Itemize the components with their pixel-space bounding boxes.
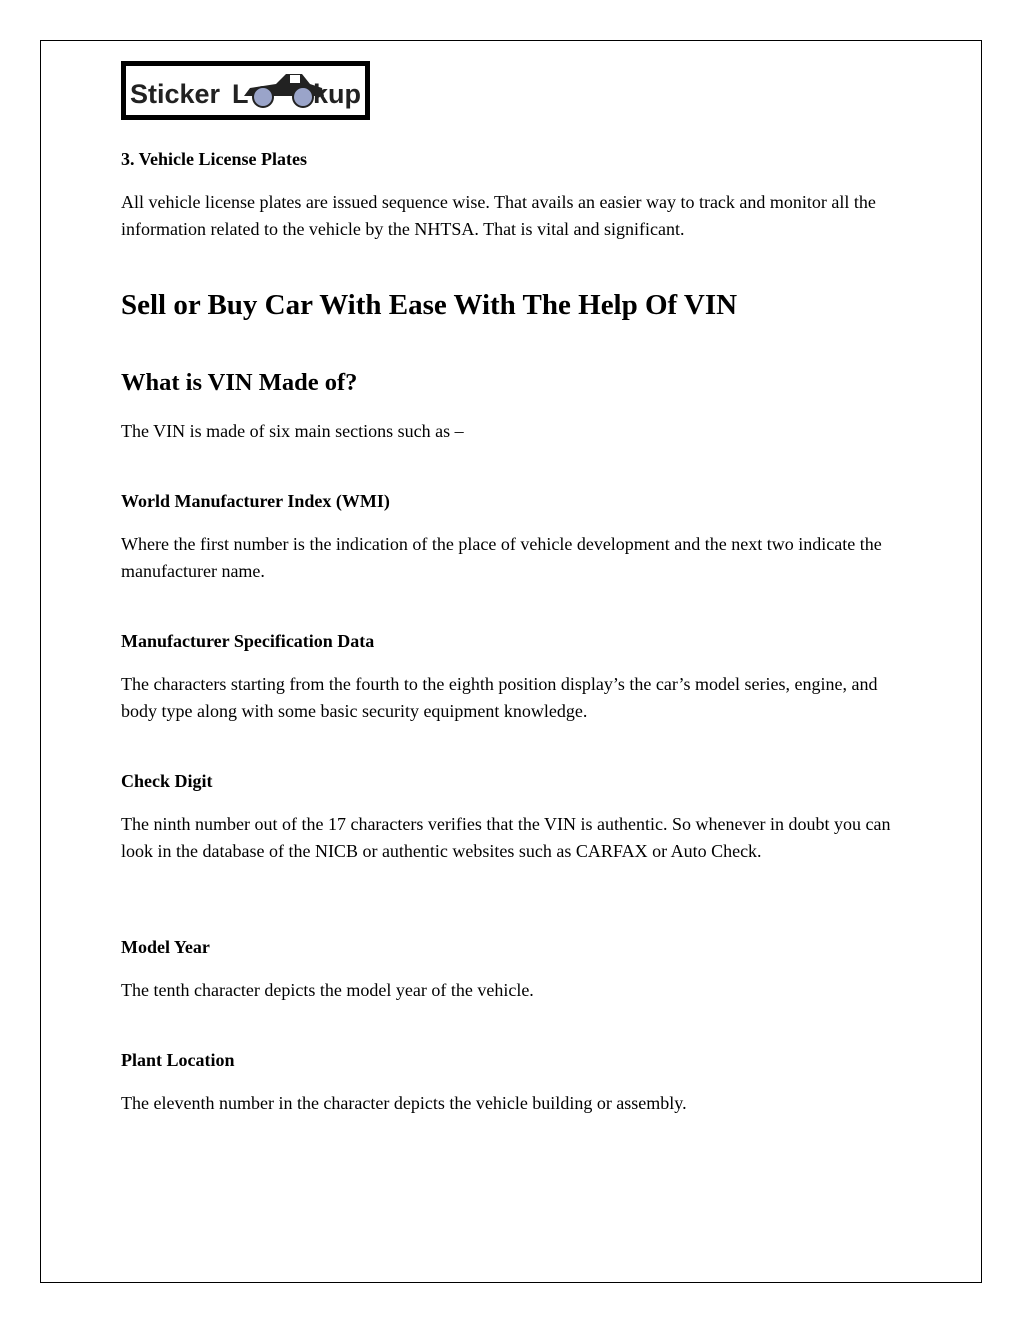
check-text: The ninth number out of the 17 characters verifies that the VIN is authentic. So whenever in doubt you can look in the database of the NICB or authentic websites such as CARFAX or Auto Check. — [121, 814, 891, 861]
made-of-heading: What is VIN Made of? — [121, 369, 358, 396]
main-title: Sell or Buy Car With Ease With The Help Of VIN — [121, 289, 738, 321]
msd-text: The characters starting from the fourth to the eighth position display’s the car’s model series, engine, and body type along with some basic security equipment knowledge. — [121, 674, 878, 721]
year-text: The tenth character depicts the model year of the vehicle. — [121, 980, 534, 1000]
logo-panel — [125, 65, 366, 116]
plates-text: All vehicle license plates are issued sequence wise. That avails an easier way to track and monitor all the information related to the vehicle by the NHTSA. That is vital and significant. — [121, 192, 876, 239]
plant-heading: Plant Location — [121, 1050, 235, 1070]
plates-heading: 3. Vehicle License Plates — [121, 149, 307, 169]
logo-graphic — [126, 66, 365, 115]
car-window-icon — [290, 75, 300, 83]
wmi-text: Where the first number is the indication of the place of vehicle development and the next two indicate the manufacturer name. — [121, 534, 882, 581]
made-of-text: The VIN is made of six main sections such as – — [121, 421, 464, 441]
msd-heading: Manufacturer Specification Data — [121, 631, 375, 651]
plant-text: The eleventh number in the character depicts the vehicle building or assembly. — [121, 1093, 687, 1113]
logo-text-left: Sticker — [130, 79, 221, 109]
wheel-right-icon — [293, 87, 313, 107]
wmi-heading: World Manufacturer Index (WMI) — [121, 491, 390, 511]
year-heading: Model Year — [121, 937, 210, 957]
wheel-left-icon — [253, 87, 273, 107]
logo-text-right: kup — [313, 79, 362, 109]
stickerlookup-logo — [121, 61, 370, 120]
check-heading: Check Digit — [121, 771, 213, 791]
logo-text-letter: L — [232, 79, 249, 109]
